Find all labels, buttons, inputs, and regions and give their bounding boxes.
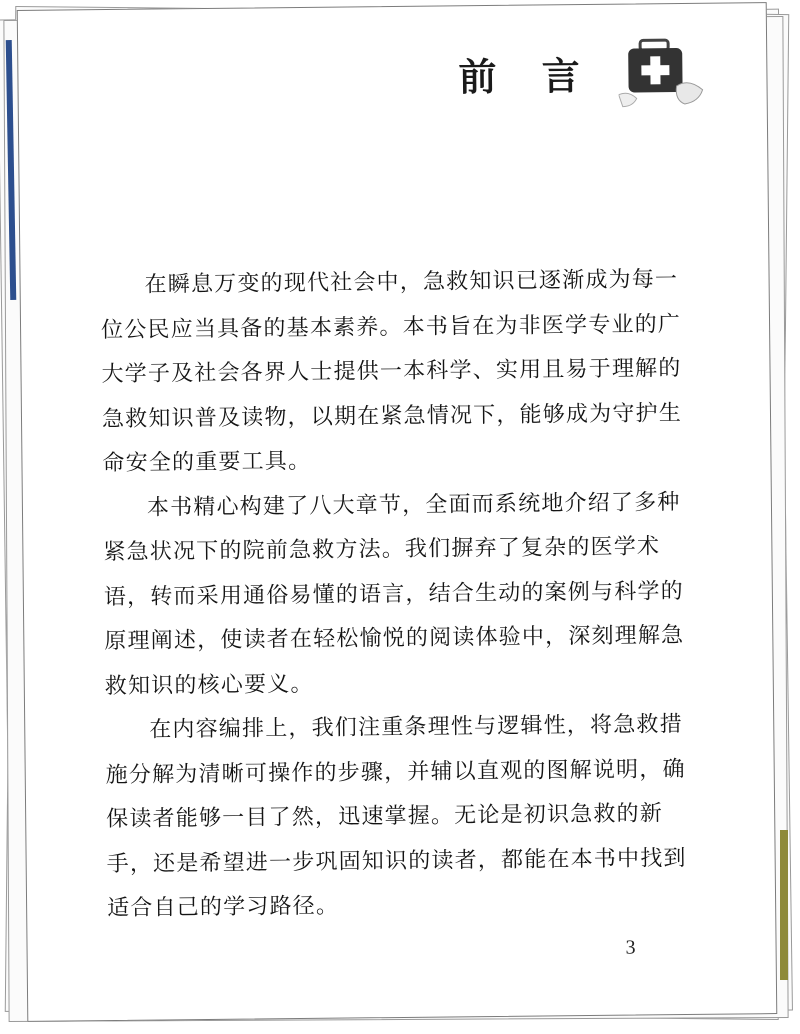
preface-body	[100, 258, 707, 932]
first-aid-kit-icon	[618, 34, 709, 115]
paragraph: 在瞬息万变的现代社会中，急救知识已逐渐成为每一位公民应当具备的基本素养。本书旨在为非医学专业的广大学子及社会各界人士提供一本科学、实用且易于理解的急救知识普及读物，以期在紧急情况下，能够成为守护生命安全的重要工具。	[100, 267, 683, 477]
paragraph: 本书精心构建了八大章节，全面而系统地介绍了多种紧急状况下的院前急救方法。我们摒弃了复杂的医学术语，转而采用通俗易懂的语言，结合生动的案例与科学的原理阐述，使读者在轻松愉悦的阅读体验中，深刻理解急救知识的核心要义。	[103, 489, 685, 699]
paragraph: 在内容编排上，我们注重条理性与逻辑性，将急救措施分解为清晰可操作的步骤，并辅以直观的图解说明，确保读者能够一目了然，迅速掌握。无论是初识急救的新手，还是希望进一步巩固知识的读者，都能在本书中找到适合自己的学习路径。	[105, 712, 687, 922]
page-number: 3	[625, 936, 636, 959]
page-title: 前 言	[458, 53, 596, 100]
document-page	[17, 2, 778, 1022]
cover-edge	[780, 830, 788, 980]
